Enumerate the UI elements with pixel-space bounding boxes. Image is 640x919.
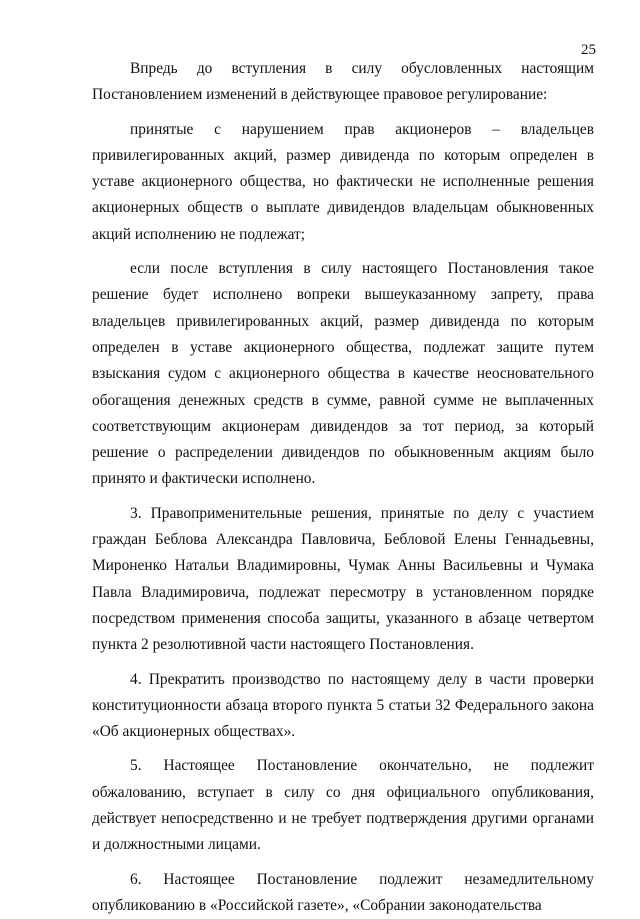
- document-body: [92, 56, 594, 919]
- paragraph-item-5: 5. Настоящее Постановление окончательно, не подлежит обжалованию, вступает в силу со дня официального опубликования, действует непосредственно и не требует подтверждения другими органами и должностными лицами.: [92, 757, 594, 854]
- page-number: 25: [581, 42, 596, 58]
- paragraph-item-4: 4. Прекратить производство по настоящему делу в части проверки конституционности абзаца второго пункта 5 статьи 32 Федерального закона «Об акционерных обществах».: [92, 670, 594, 741]
- paragraph-item-3: 3. Правоприменительные решения, принятые по делу с участием граждан Беблова Александра Павловича, Бебловой Елены Геннадьевны, Мироненко Натальи Владимировны, Чумак Анны Васильевны и Чумака Павла Владимировича, подлежат пересмотру в установленном порядке посредством применения способа защиты, указанного в абзаце четвертом пункта 2 резолютивной части настоящего Постановления.: [92, 504, 594, 654]
- paragraph-item-6: 6. Настоящее Постановление подлежит незамедлительному опубликованию в «Российской газете», «Собрании законодательства: [92, 870, 594, 914]
- paragraph-transitional-intro: Впредь до вступления в силу обусловленных настоящим Постановлением изменений в действующее правовое регулирование:: [92, 60, 594, 104]
- paragraph-unexecuted-decisions: принятые с нарушением прав акционеров – владельцев привилегированных акций, размер дивиденда по которым определен в уставе акционерного общества, но фактически не исполненные решения акционерных обществ о выплате дивидендов владельцам обыкновенных акций исполнению не подлежат;: [92, 120, 594, 243]
- paragraph-executed-decisions: если после вступления в силу настоящего Постановления такое решение будет исполнено вопреки вышеуказанному запрету, права владельцев привилегированных акций, размер дивиденда по которым определен в уставе акционерного общества, подлежат защите путем взыскания судом с акционерного общества в качестве неосновательного обогащения денежных средств в сумме, равной сумме не выплаченных соответствующим акционерам дивидендов за тот период, за который решение о распределении дивидендов по обыкновенным акциям было принято и фактически исполнено.: [92, 260, 594, 488]
